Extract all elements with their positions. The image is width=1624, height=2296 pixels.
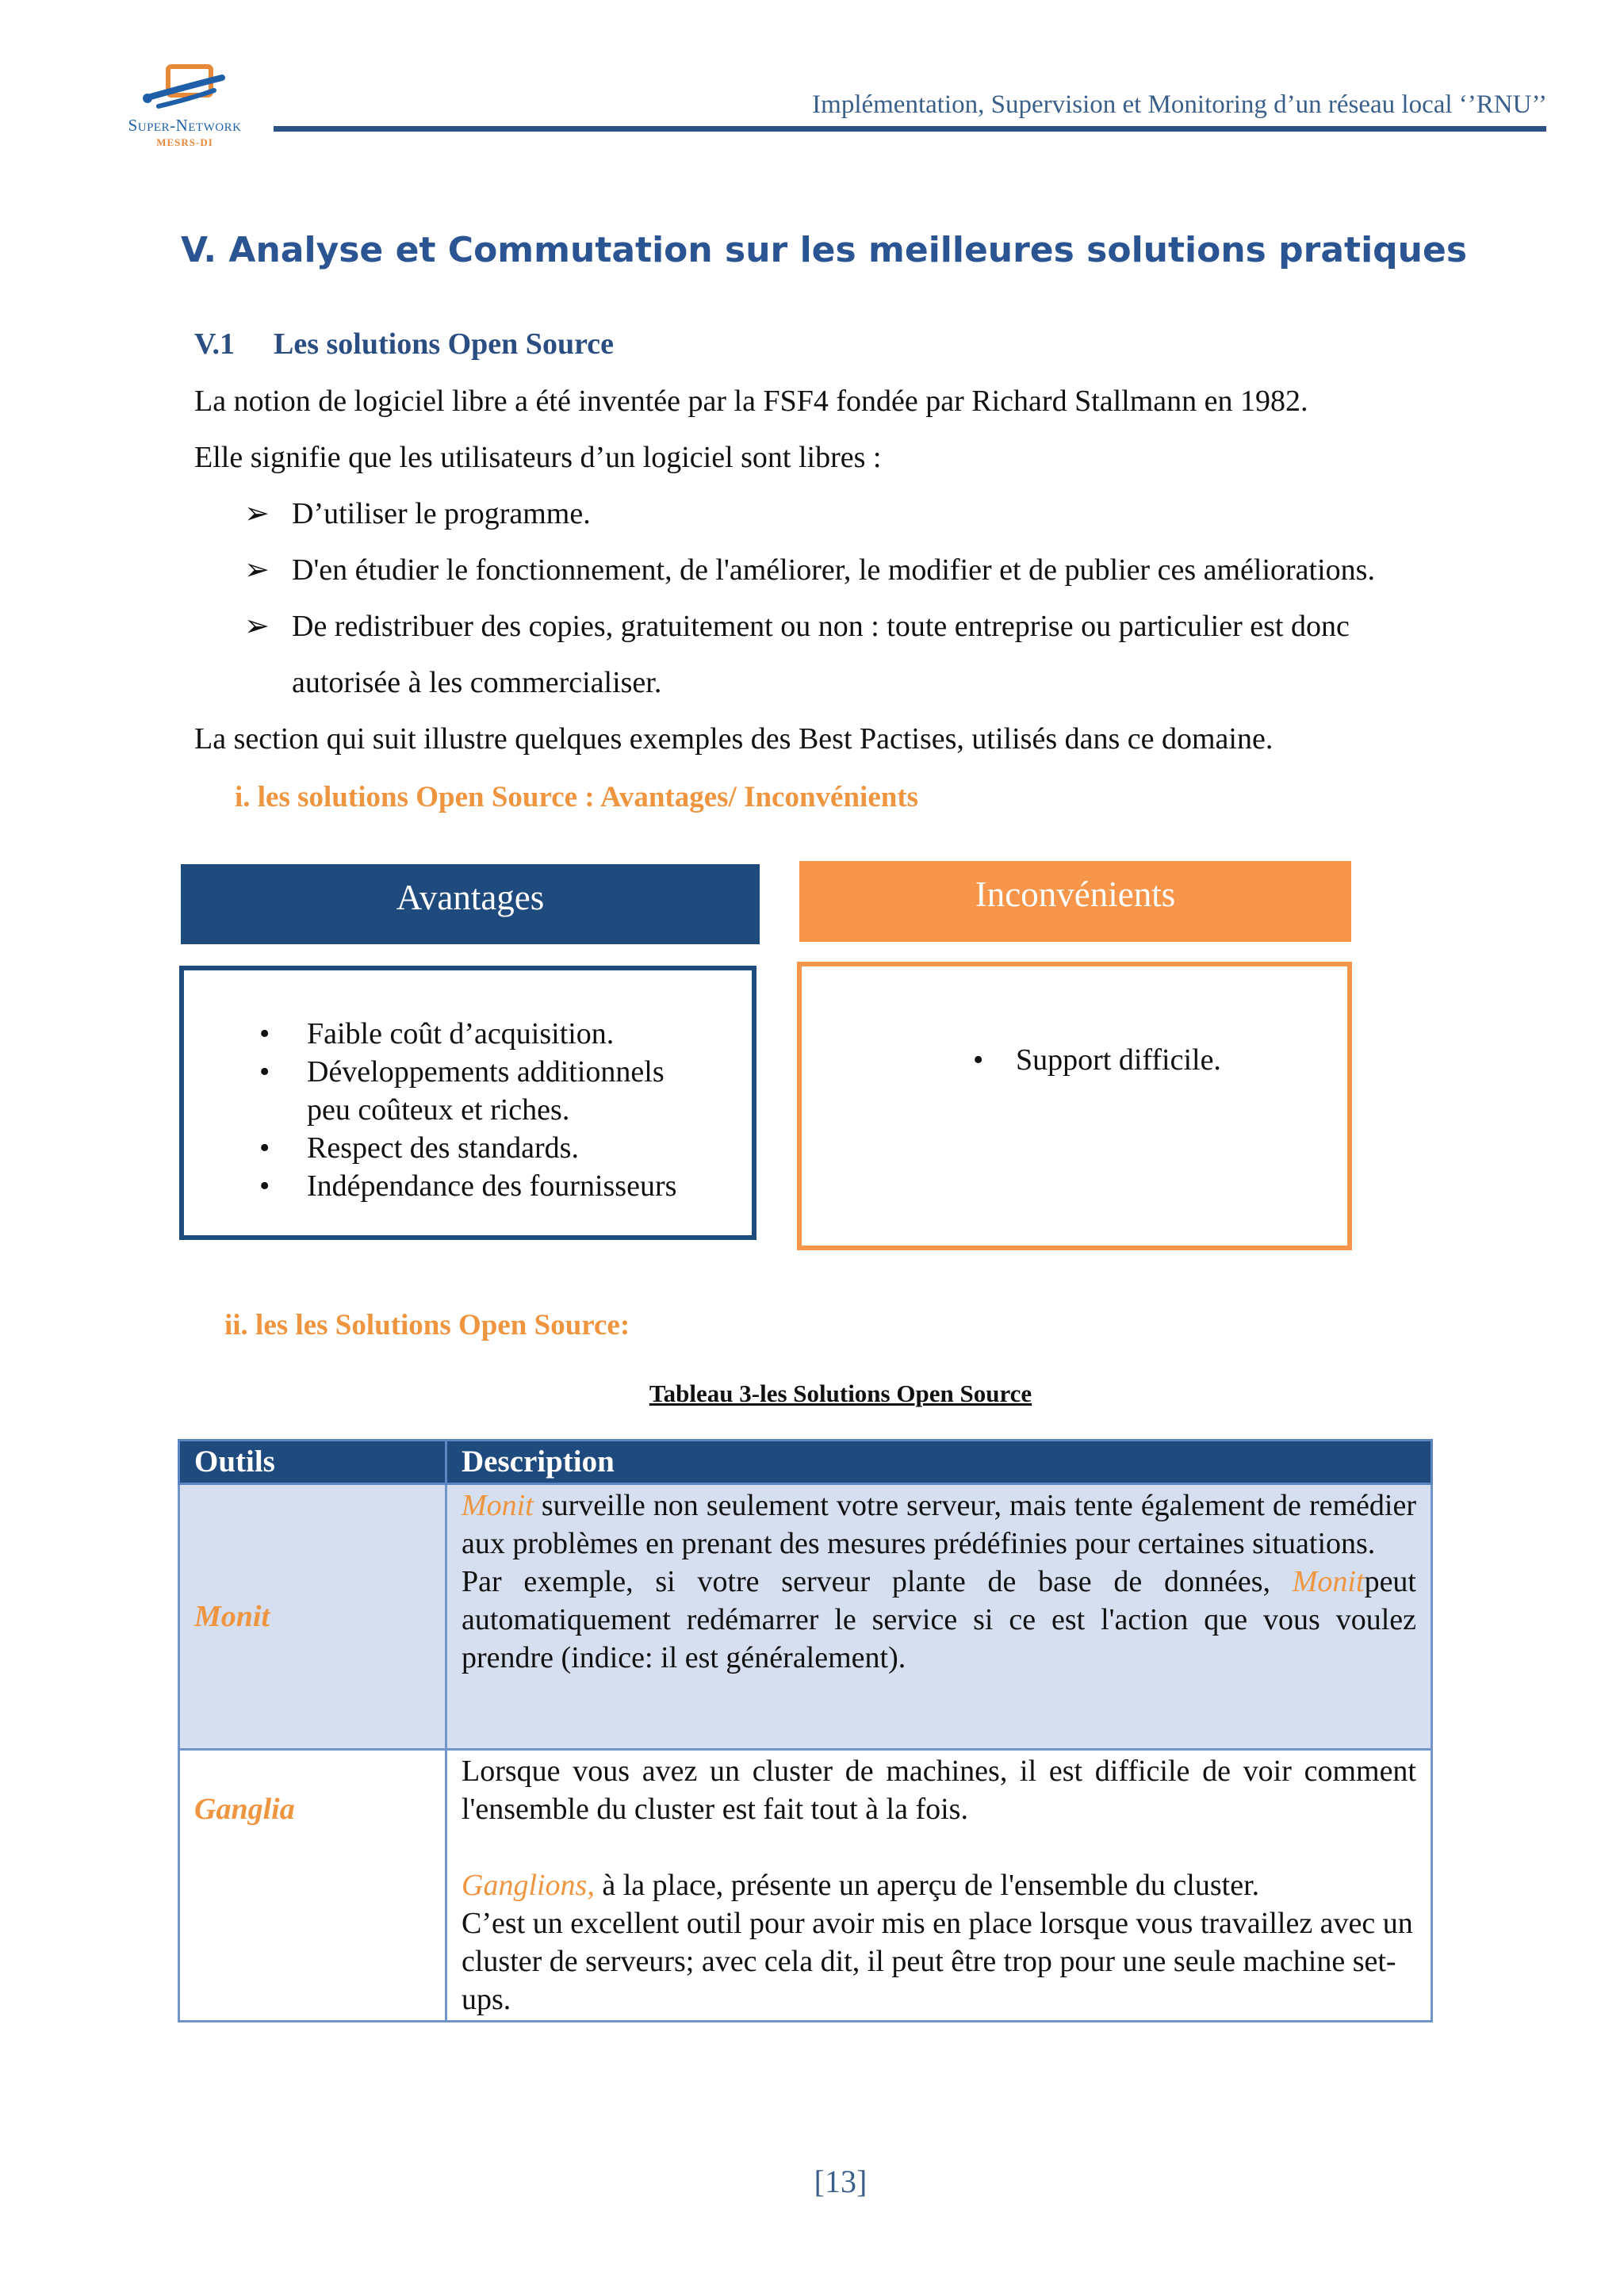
list-item-continuation: autorisée à les commercialiser.: [292, 666, 662, 699]
list-item: • Développements additionnels: [307, 1053, 676, 1091]
bullet-icon: •: [259, 1131, 270, 1165]
arrow-bullet-icon: ➢: [244, 553, 270, 587]
solutions-table: [178, 1439, 1433, 2022]
logo-subtitle: MESRS-DI: [156, 136, 213, 148]
table-row: [179, 1484, 1432, 1750]
subsection-number: V.1: [194, 327, 236, 361]
advantages-header: Avantages: [181, 864, 760, 944]
list-item: ➢ De redistribuer des copies, gratuitement ou non : toute entreprise ou particulier est donc: [244, 610, 1350, 643]
list-item: ➢ D'en étudier le fonctionnement, de l'améliorer, le modifier et de publier ces améliorations.: [244, 553, 1375, 587]
list-item: • Faible coût d’acquisition.: [307, 1015, 676, 1053]
subsection-title: [194, 327, 614, 362]
paragraph-1: La notion de logiciel libre a été inventée par la FSF4 fondée par Richard Stallmann en 1982.: [194, 385, 1308, 418]
bullet-icon: •: [259, 1169, 270, 1203]
tool-description: Lorsque vous avez un cluster de machines, il est difficile de voir comment l'ensemble du cluster est fait tout à la fois. Ganglions, à la place, présente un aperçu de l'ensemble du cluster. C’est un excellent outil pour avoir mis en place lorsque vous travaillez avec un cluster de serveurs; avec cela dit, il peut être trop pour une seule machine set-ups.: [446, 1750, 1432, 2022]
list-item: • Respect des standards.: [307, 1129, 676, 1167]
bullet-icon: •: [259, 1055, 270, 1089]
header-rule: [274, 126, 1546, 132]
list-item: ➢ D’utiliser le programme.: [244, 497, 591, 530]
logo: [103, 62, 262, 165]
bullet-icon: •: [973, 1043, 984, 1077]
column-header-tools: Outils: [179, 1441, 446, 1484]
network-logo-icon: [103, 62, 262, 117]
bullet-icon: •: [259, 1017, 270, 1050]
arrow-bullet-icon: ➢: [244, 497, 270, 530]
table-header-row: [179, 1441, 1432, 1484]
inconvenients-box: [797, 962, 1352, 1250]
arrow-bullet-icon: ➢: [244, 610, 270, 643]
paragraph-3: La section qui suit illustre quelques exemples des Best Pactises, utilisés dans ce domaine.: [194, 722, 1274, 756]
section-title: V. Analyse et Commutation sur les meilleures solutions pratiques: [181, 230, 1468, 270]
header-title: Implémentation, Supervision et Monitoring d’un réseau local ‘’RNU’’: [812, 90, 1547, 119]
column-header-description: Description: [446, 1441, 1432, 1484]
list-item-continuation: peu coûteux et riches.: [307, 1093, 570, 1127]
advantages-box: [179, 966, 756, 1240]
table-row: [179, 1750, 1432, 2022]
subsection-label: Les solutions Open Source: [274, 327, 614, 361]
inconvenients-header: Inconvénients: [799, 861, 1351, 942]
logo-name: Super-Network: [128, 116, 242, 135]
list-item: • Support difficile.: [1016, 1041, 1221, 1079]
table-caption: Tableau 3-les Solutions Open Source: [649, 1380, 1032, 1407]
page-number: [13]: [814, 2164, 868, 2199]
paragraph-2: Elle signifie que les utilisateurs d’un logiciel sont libres :: [194, 441, 882, 474]
heading-advantages: i. les solutions Open Source : Avantages/ Inconvénients: [235, 781, 919, 813]
tool-description: Monit surveille non seulement votre serveur, mais tente également de remédier aux problèmes en prenant des mesures prédéfinies pour certaines situations. Par exemple, si votre serveur plante de base de données, Monitpeut automatiquement redémarrer le service si ce est l'action que vous voulez prendre (indice: il est généralement).: [446, 1484, 1432, 1750]
heading-solutions: ii. les les Solutions Open Source:: [224, 1309, 630, 1341]
tool-name: Monit: [179, 1484, 446, 1750]
tool-name: Ganglia: [179, 1750, 446, 2022]
list-item: • Indépendance des fournisseurs: [307, 1167, 676, 1205]
